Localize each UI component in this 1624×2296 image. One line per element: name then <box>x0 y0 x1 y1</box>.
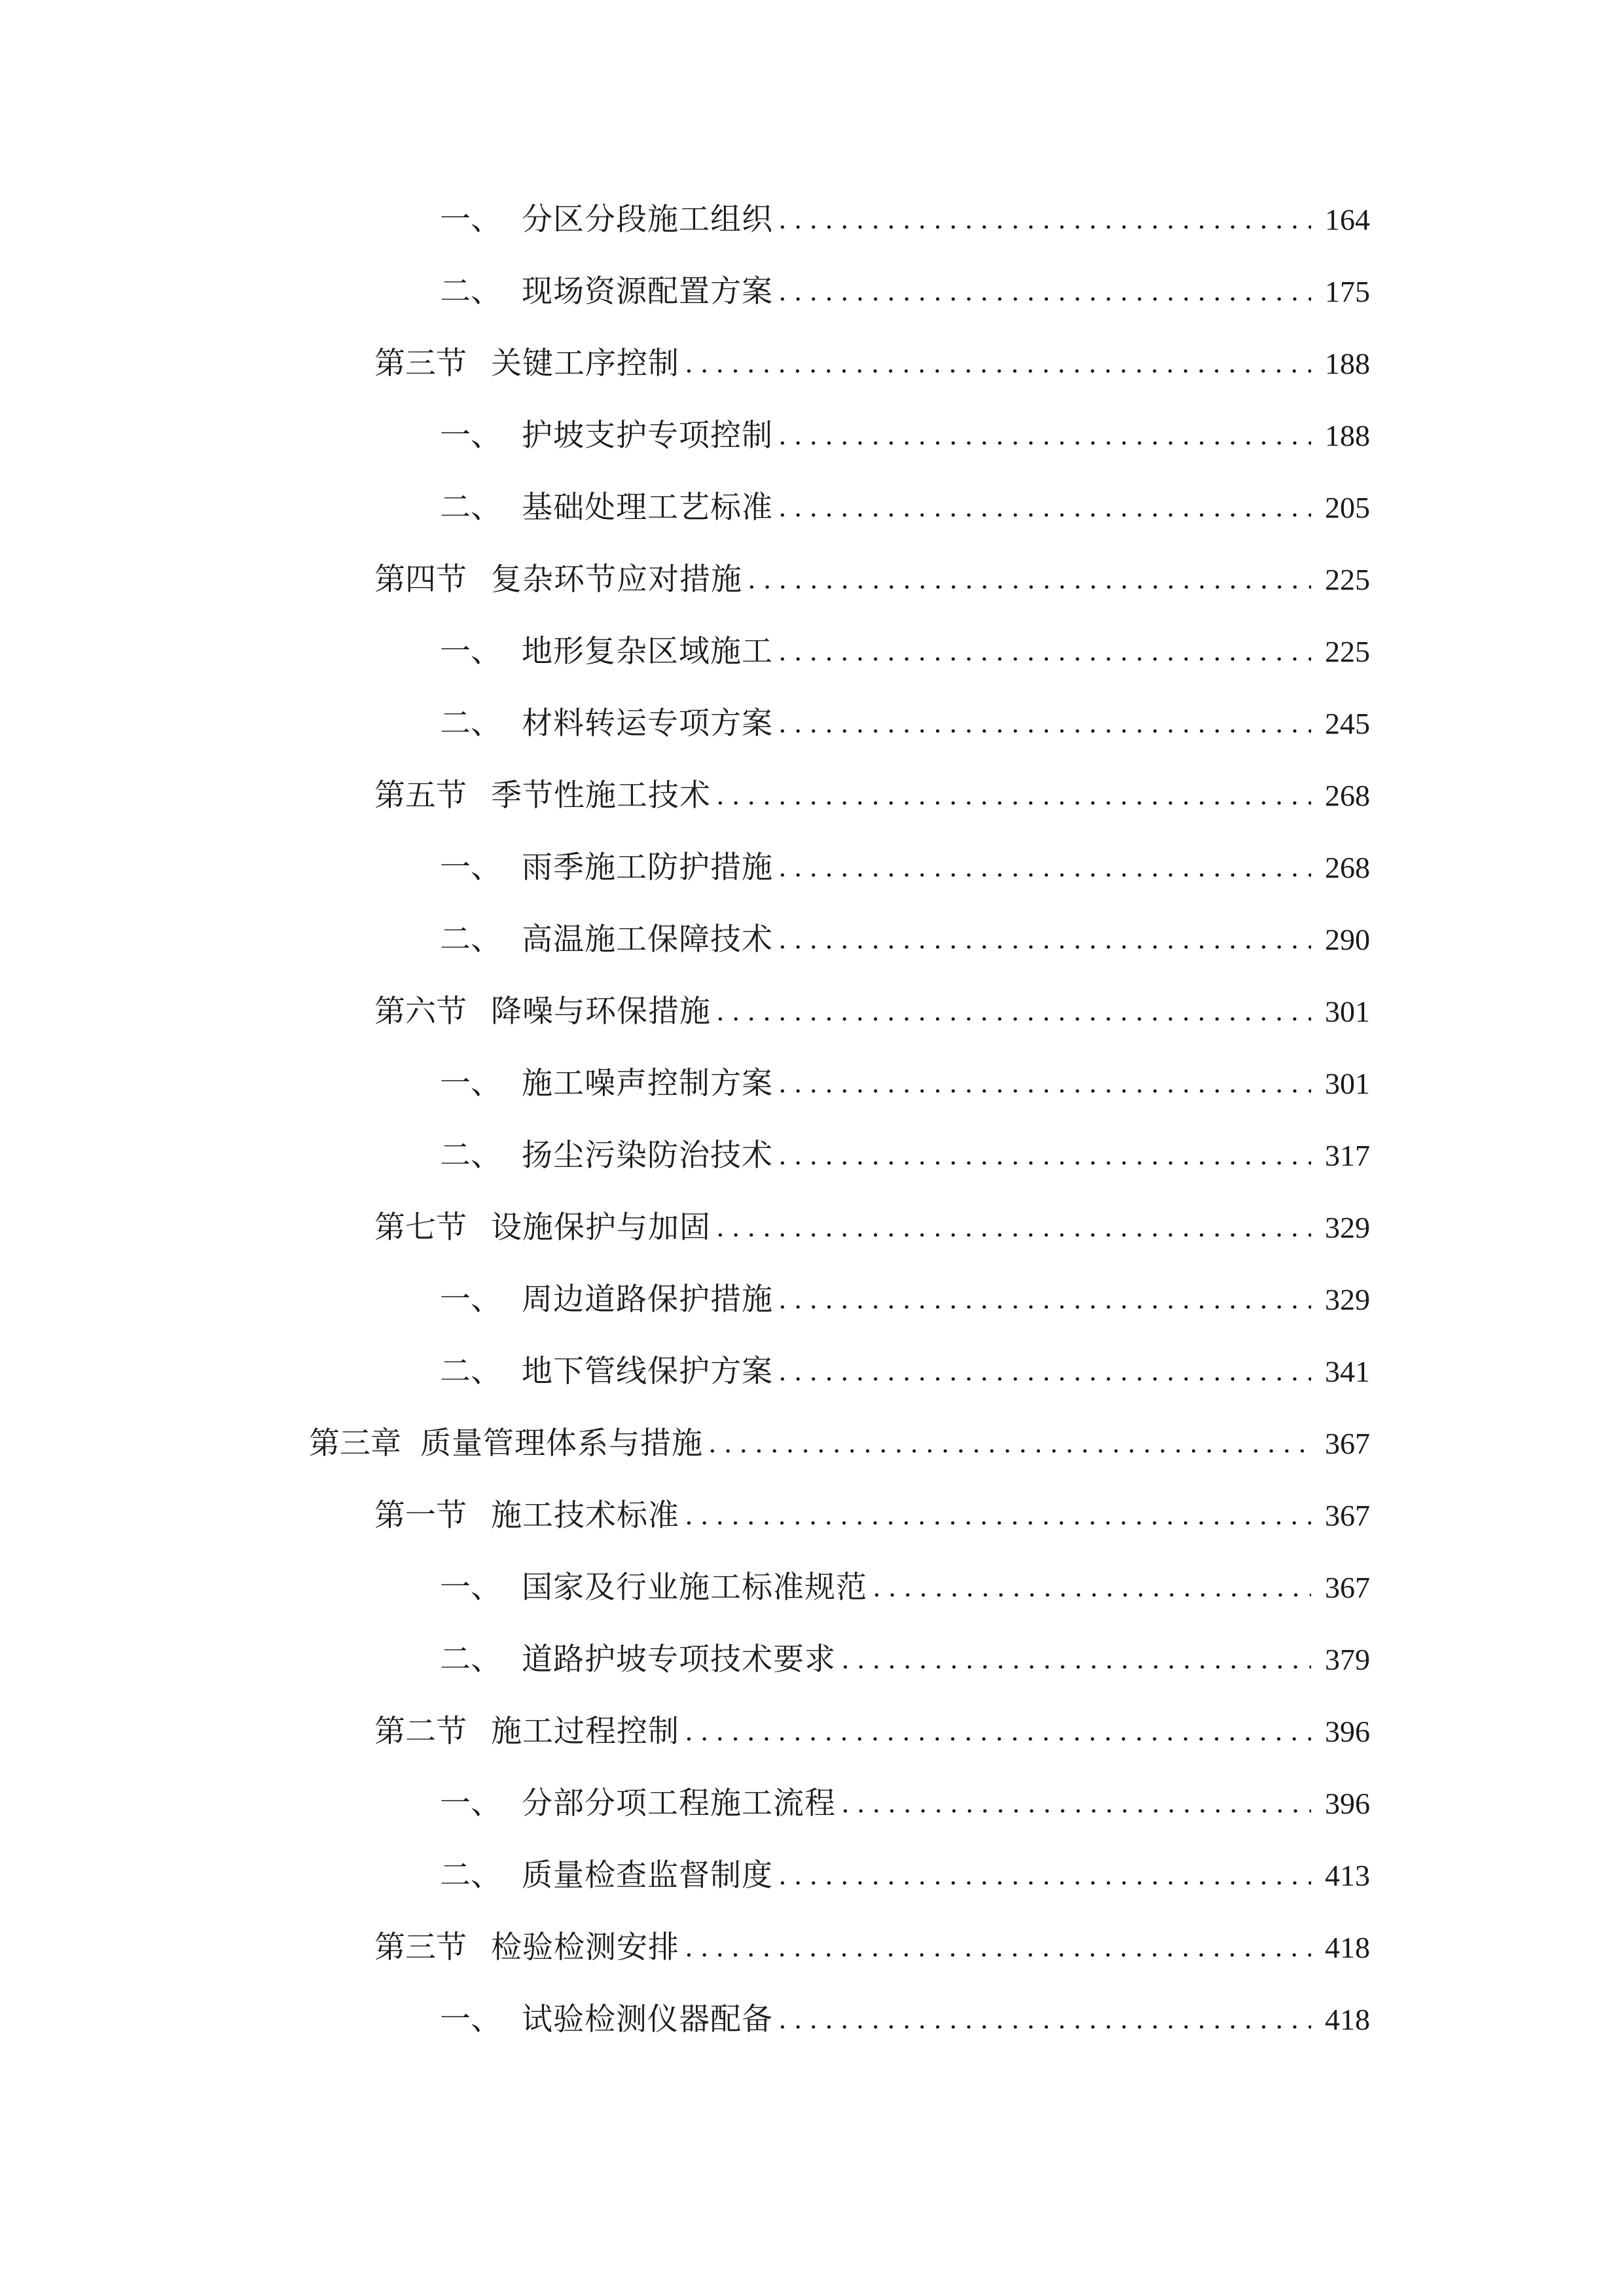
toc-entry[interactable] <box>440 626 1370 678</box>
toc-entry-number: 一、 <box>440 1066 501 1102</box>
toc-entry-number: 二、 <box>440 1857 501 1893</box>
toc-entry-number: 第四节 <box>374 562 467 598</box>
toc-leader-dots <box>685 338 1311 390</box>
toc-entry[interactable] <box>440 1850 1370 1902</box>
toc-entry-number: 二、 <box>440 1354 501 1390</box>
toc-entry-number: 一、 <box>440 850 501 886</box>
toc-entry-page: 329 <box>1325 1211 1370 1244</box>
toc-entry-title: 复杂环节应对措施 <box>491 562 742 598</box>
toc-entry-page: 379 <box>1325 1643 1370 1676</box>
toc-entry-page: 418 <box>1325 1931 1370 1964</box>
toc-leader-dots <box>778 194 1311 246</box>
toc-entry-title: 施工过程控制 <box>491 1713 679 1749</box>
toc-entry-title: 地形复杂区域施工 <box>522 634 773 670</box>
toc-leader-dots <box>778 698 1311 750</box>
toc-entry-page: 225 <box>1325 635 1370 668</box>
toc-entry-page: 367 <box>1325 1571 1370 1604</box>
toc-entry-title: 降噪与环保措施 <box>491 994 711 1030</box>
toc-entry-page: 396 <box>1325 1715 1370 1748</box>
toc-entry[interactable] <box>374 1490 1370 1542</box>
toc-leader-dots <box>716 770 1311 822</box>
toc-entry-page: 413 <box>1325 1859 1370 1892</box>
toc-entry-page: 329 <box>1325 1283 1370 1316</box>
toc-entry-page: 175 <box>1325 275 1370 308</box>
toc-entry-number: 一、 <box>440 1282 501 1318</box>
toc-entry-title: 质量检查监督制度 <box>522 1857 773 1893</box>
toc-entry-number: 二、 <box>440 490 501 526</box>
toc-entry-page: 268 <box>1325 851 1370 884</box>
toc-entry[interactable] <box>374 986 1370 1038</box>
toc-entry-title: 地下管线保护方案 <box>522 1354 773 1390</box>
toc-entry[interactable] <box>440 1058 1370 1110</box>
toc-entry-title: 扬尘污染防治技术 <box>522 1138 773 1174</box>
toc-entry-title: 季节性施工技术 <box>491 778 711 814</box>
toc-entry[interactable] <box>440 1562 1370 1614</box>
toc-entry-title: 基础处理工艺标准 <box>522 490 773 526</box>
toc-entry-page: 188 <box>1325 347 1370 380</box>
toc-entry[interactable] <box>440 194 1370 246</box>
toc-entry-number: 一、 <box>440 2001 501 2037</box>
toc-entry-title: 试验检测仪器配备 <box>522 2001 773 2037</box>
toc-entry-title: 护坡支护专项控制 <box>522 418 773 454</box>
toc-entry-number: 第七节 <box>374 1210 467 1246</box>
toc-entry-page: 367 <box>1325 1427 1370 1460</box>
toc-leader-dots <box>778 1850 1311 1902</box>
toc-entry-title: 道路护坡专项技术要求 <box>522 1641 836 1677</box>
toc-leader-dots <box>716 986 1311 1038</box>
toc-leader-dots <box>685 1706 1311 1758</box>
toc-entry-number: 二、 <box>440 1138 501 1174</box>
toc-entry-page: 188 <box>1325 419 1370 452</box>
toc-entry-page: 301 <box>1325 1067 1370 1100</box>
toc-entry-page: 268 <box>1325 779 1370 812</box>
toc-entry[interactable] <box>440 842 1370 894</box>
toc-leader-dots <box>778 1994 1311 2046</box>
toc-entry[interactable] <box>440 1130 1370 1182</box>
toc-entry-number: 二、 <box>440 274 501 310</box>
toc-leader-dots <box>778 1130 1311 1182</box>
toc-entry[interactable] <box>440 1634 1370 1686</box>
toc-leader-dots <box>778 914 1311 966</box>
toc-entry-number: 一、 <box>440 418 501 454</box>
toc-leader-dots <box>778 1058 1311 1110</box>
toc-entry-number: 二、 <box>440 1641 501 1677</box>
toc-entry[interactable] <box>440 482 1370 534</box>
toc-entry-page: 396 <box>1325 1787 1370 1820</box>
toc-entry-page: 164 <box>1325 203 1370 236</box>
toc-entry-number: 第三节 <box>374 1929 467 1965</box>
toc-leader-dots <box>748 554 1311 606</box>
toc-entry[interactable] <box>374 1706 1370 1758</box>
toc-entry-title: 质量管理体系与措施 <box>420 1426 703 1462</box>
toc-leader-dots <box>778 626 1311 678</box>
toc-entry-number: 第二节 <box>374 1713 467 1749</box>
toc-entry[interactable] <box>440 698 1370 750</box>
toc-entry-page: 317 <box>1325 1139 1370 1172</box>
toc-entry-number: 一、 <box>440 1785 501 1821</box>
toc-entry-title: 设施保护与加固 <box>491 1210 711 1246</box>
toc-entry-number: 第六节 <box>374 994 467 1030</box>
toc-entry-title: 国家及行业施工标准规范 <box>522 1570 867 1605</box>
toc-entry-page: 245 <box>1325 707 1370 740</box>
toc-entry-page: 301 <box>1325 995 1370 1028</box>
toc-entry-title: 分部分项工程施工流程 <box>522 1785 836 1821</box>
toc-entry-title: 材料转运专项方案 <box>522 706 773 742</box>
toc-entry-title: 施工技术标准 <box>491 1498 679 1534</box>
toc-entry-number: 第五节 <box>374 778 467 814</box>
toc-leader-dots <box>685 1922 1311 1974</box>
toc-entry[interactable] <box>440 1778 1370 1830</box>
toc-entry-number: 第三章 <box>309 1426 401 1462</box>
toc-entry-number: 一、 <box>440 202 501 238</box>
toc-leader-dots <box>685 1490 1311 1542</box>
toc-entry-page: 418 <box>1325 2003 1370 2036</box>
toc-entry-number: 二、 <box>440 706 501 742</box>
toc-leader-dots <box>778 1274 1311 1326</box>
toc-entry-number: 第一节 <box>374 1498 467 1534</box>
toc-entry-title: 关键工序控制 <box>491 346 679 382</box>
toc-leader-dots <box>778 482 1311 534</box>
toc-entry-page: 205 <box>1325 491 1370 524</box>
toc-entry-title: 周边道路保护措施 <box>522 1282 773 1318</box>
toc-entry-title: 分区分段施工组织 <box>522 202 773 238</box>
toc-entry[interactable] <box>309 1418 1370 1470</box>
toc-entry-title: 高温施工保障技术 <box>522 922 773 958</box>
toc-entry-page: 225 <box>1325 563 1370 596</box>
toc-entry[interactable] <box>440 914 1370 966</box>
toc-entry[interactable] <box>374 1922 1370 1974</box>
toc-entry-number: 一、 <box>440 1570 501 1605</box>
toc-leader-dots <box>841 1634 1311 1686</box>
toc-entry-title: 施工噪声控制方案 <box>522 1066 773 1102</box>
toc-entry[interactable] <box>374 338 1370 390</box>
toc-entry-number: 一、 <box>440 634 501 670</box>
toc-entry-number: 二、 <box>440 922 501 958</box>
toc-entry-number: 第三节 <box>374 346 467 382</box>
toc-leader-dots <box>841 1778 1311 1830</box>
toc-leader-dots <box>778 842 1311 894</box>
toc-entry[interactable] <box>440 410 1370 462</box>
toc-entry-title: 雨季施工防护措施 <box>522 850 773 886</box>
toc-entry[interactable] <box>374 1202 1370 1254</box>
toc-leader-dots <box>778 266 1311 318</box>
toc-leader-dots <box>708 1418 1311 1470</box>
toc-entry-page: 341 <box>1325 1355 1370 1388</box>
toc-entry-page: 367 <box>1325 1499 1370 1532</box>
toc-entry[interactable] <box>440 1994 1370 2046</box>
toc-entry[interactable] <box>440 1274 1370 1326</box>
toc-entry-title: 检验检测安排 <box>491 1929 679 1965</box>
toc-entry-page: 290 <box>1325 923 1370 956</box>
toc-entry-title: 现场资源配置方案 <box>522 274 773 310</box>
toc-entry[interactable] <box>440 266 1370 318</box>
toc-entry[interactable] <box>440 1346 1370 1398</box>
toc-entry[interactable] <box>374 554 1370 606</box>
toc-leader-dots <box>778 410 1311 462</box>
toc-leader-dots <box>716 1202 1311 1254</box>
toc-leader-dots <box>778 1346 1311 1398</box>
toc-leader-dots <box>873 1562 1311 1614</box>
toc-entry[interactable] <box>374 770 1370 822</box>
